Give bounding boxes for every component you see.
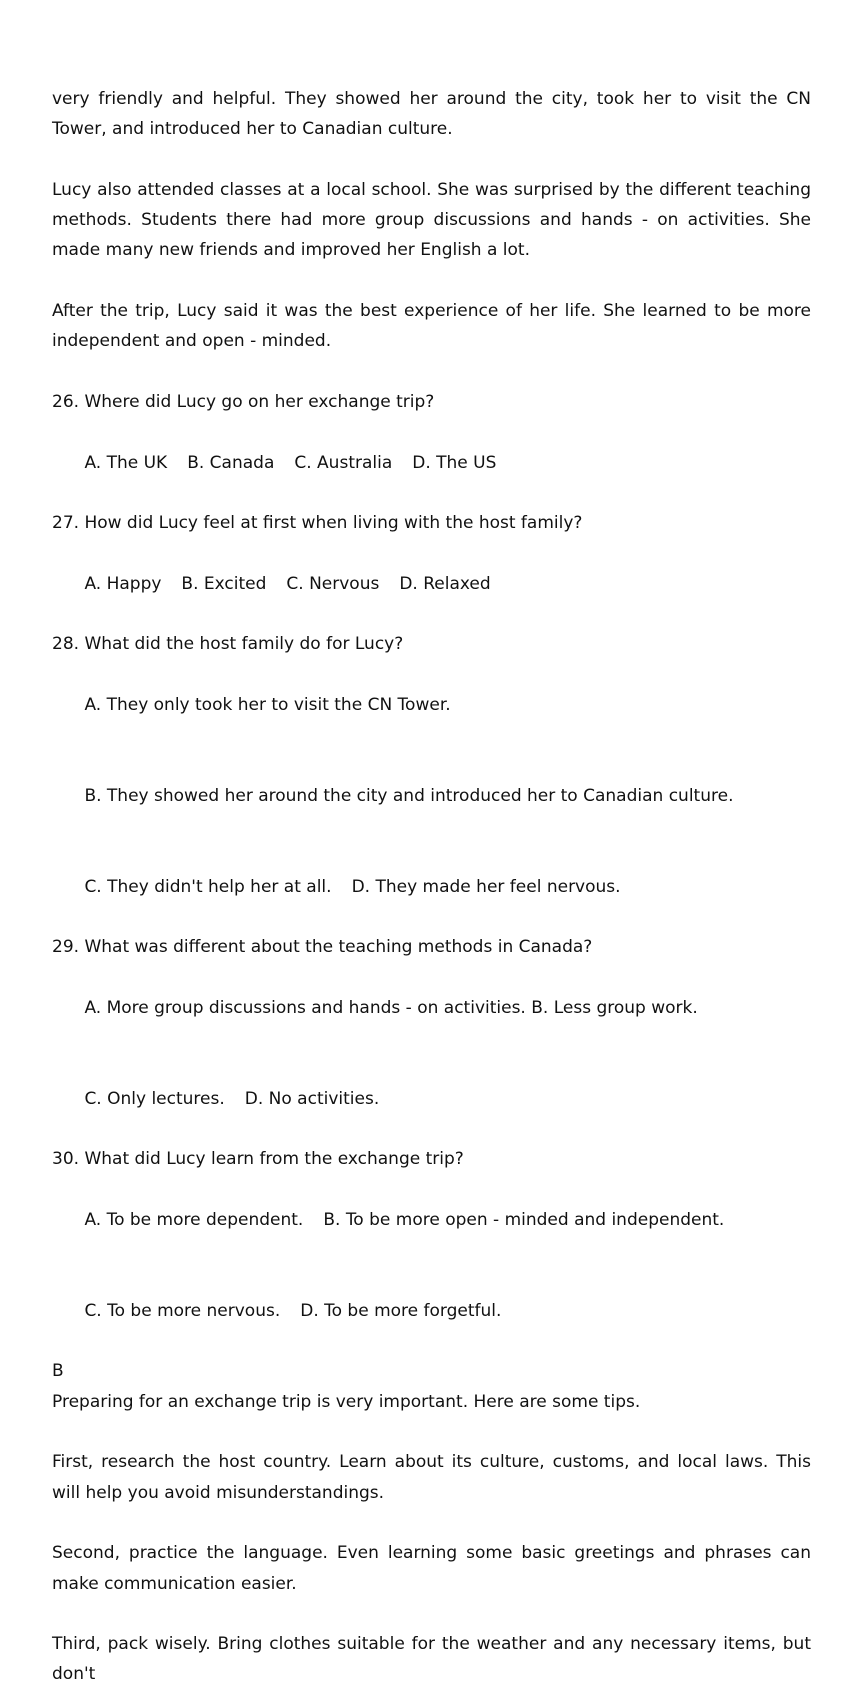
question-28 <box>52 629 811 932</box>
options-line <box>52 417 811 508</box>
option: C. Only lectures. <box>84 1088 225 1109</box>
option: C. Australia <box>294 452 393 473</box>
passage-paragraph: Lucy also attended classes at a local school. She was surprised by the different teaching methods. Students there had more group discussions and hands - on activities. She made many new friends and improved her English a lot. <box>52 179 811 261</box>
question-stem: 29. What was different about the teaching methods in Canada? <box>52 937 593 958</box>
options-line <box>52 1175 811 1266</box>
passage-paragraph: Third, pack wisely. Bring clothes suitable for the weather and any necessary items, but don't <box>52 1634 811 1685</box>
question-26 <box>52 387 811 508</box>
option: A. More group discussions and hands - on activities. B. Less group work. <box>84 997 698 1018</box>
options-line <box>52 660 811 751</box>
passage-paragraph: very friendly and helpful. They showed her around the city, took her to visit the CN Tower, and introduced her to Canadian culture. <box>52 89 811 140</box>
question-27 <box>52 508 811 629</box>
section-label: B <box>52 1361 64 1382</box>
passage-paragraph: Second, practice the language. Even learning some basic greetings and phrases can make communication easier. <box>52 1543 811 1594</box>
options-line <box>52 841 811 932</box>
option: B. To be more open - minded and independent. <box>323 1209 725 1230</box>
option: A. They only took her to visit the CN Tower. <box>84 694 451 715</box>
passage-paragraph: After the trip, Lucy said it was the best experience of her life. She learned to be more independent and open - minded. <box>52 301 811 352</box>
options-line <box>52 751 811 842</box>
option: B. Excited <box>181 573 267 594</box>
option: C. To be more nervous. <box>84 1300 281 1321</box>
option: A. The UK <box>84 452 168 473</box>
option: A. Happy <box>84 573 162 594</box>
option: C. Nervous <box>286 573 380 594</box>
question-29 <box>52 932 811 1144</box>
option: D. They made her feel nervous. <box>351 876 621 897</box>
option: B. They showed her around the city and introduced her to Canadian culture. <box>84 785 734 806</box>
option: D. The US <box>412 452 497 473</box>
question-stem: 28. What did the host family do for Lucy? <box>52 634 404 655</box>
option: D. No activities. <box>244 1088 380 1109</box>
option: B. Canada <box>187 452 275 473</box>
question-stem: 26. Where did Lucy go on her exchange trip? <box>52 391 435 412</box>
options-line <box>52 963 811 1054</box>
options-line <box>52 1054 811 1145</box>
question-30 <box>52 1144 811 1356</box>
option: C. They didn't help her at all. <box>84 876 332 897</box>
section-intro: Preparing for an exchange trip is very important. Here are some tips. <box>52 1391 641 1412</box>
options-line <box>52 1266 811 1357</box>
option: D. To be more forgetful. <box>300 1300 502 1321</box>
option: D. Relaxed <box>399 573 491 594</box>
options-line <box>52 538 811 629</box>
passage-paragraph: First, research the host country. Learn about its culture, customs, and local laws. This will help you avoid misunderstandings. <box>52 1452 811 1503</box>
option: A. To be more dependent. <box>84 1209 304 1230</box>
question-stem: 30. What did Lucy learn from the exchange trip? <box>52 1149 464 1170</box>
question-stem: 27. How did Lucy feel at first when living with the host family? <box>52 513 583 534</box>
